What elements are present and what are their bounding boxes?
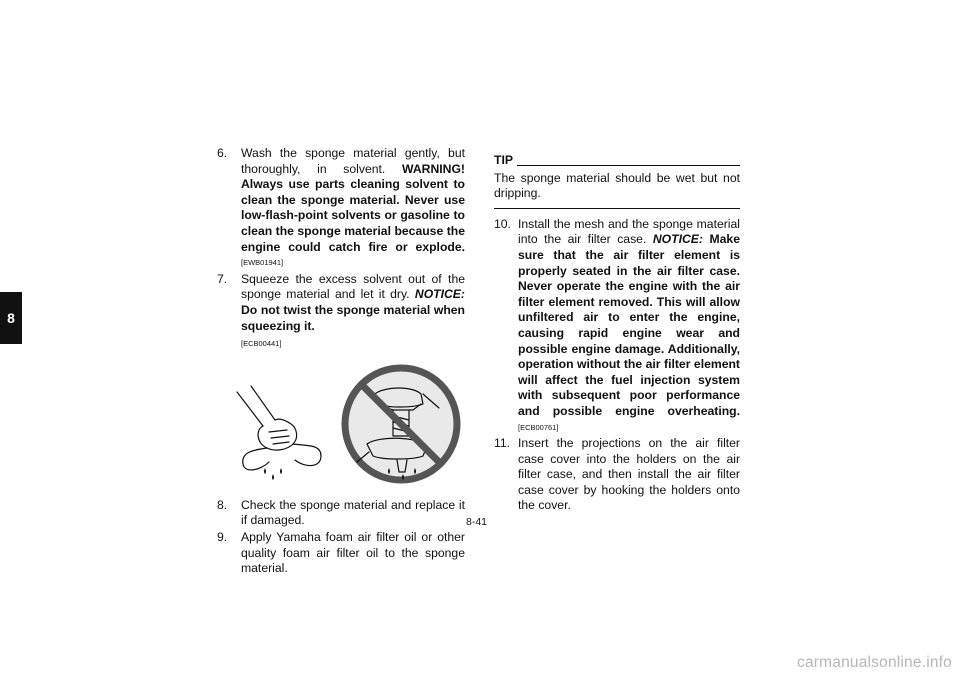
step-6-code: [EWB01941] <box>241 258 284 268</box>
step-10-number: 10. <box>494 216 511 231</box>
right-column <box>494 153 740 515</box>
left-column <box>217 146 465 578</box>
step-11-number: 11. <box>494 436 511 451</box>
step-7-number: 7. <box>217 271 228 286</box>
water-drops <box>264 468 282 480</box>
step-7 <box>217 272 465 352</box>
tip-heading <box>494 153 740 169</box>
squeeze-illustration <box>217 364 465 484</box>
chapter-tab <box>0 292 22 344</box>
step-6-text: Wash the sponge material gently, but thoroughly, in solvent. <box>241 146 465 176</box>
tip-label: TIP <box>494 153 513 167</box>
tip-rule <box>517 165 740 166</box>
step-7-code: [ECB00441] <box>241 339 282 349</box>
tip-text: The sponge material should be wet but not dripping. <box>494 170 740 201</box>
watermark: carmanualsonline.info <box>797 654 952 671</box>
step-6-number: 6. <box>217 146 228 160</box>
step-11 <box>494 436 740 514</box>
step-10-notice-label: NOTICE: <box>652 232 703 247</box>
step-6-warning: WARNING! Always use parts cleaning solvent to clean the sponge material. Never use low-flash-point solvents or gasoline to clean the sponge material because the engine could catch fire or explode. <box>241 161 465 254</box>
step-6 <box>217 146 465 271</box>
step-8 <box>217 498 465 529</box>
step-10-code: [ECB00761] <box>518 422 559 432</box>
chapter-number: 8 <box>7 310 15 326</box>
step-7-notice-label: NOTICE: <box>414 287 465 302</box>
correct-squeeze-drawing <box>237 386 321 470</box>
prohibition-sign <box>345 368 457 480</box>
tip-end-rule <box>494 208 740 209</box>
step-9-text: Apply Yamaha foam air filter oil or other quality foam air filter oil to the sponge material. <box>241 529 465 576</box>
step-9-number: 9. <box>217 529 228 544</box>
step-10-notice: Make sure that the air filter element is properly seated in the air filter case. Never operate the engine with the air filter element removed. This will allow unfiltered air to enter the engine, causing rapid engine wear and possible engine damage. Additionally, operation without the air filter element will affect the fuel injection system with subsequent poor performance and possible engine overheating. <box>518 232 740 418</box>
step-9 <box>217 530 465 577</box>
step-10-text: Install the mesh and the sponge material into the air filter case. <box>518 216 740 247</box>
step-11-text: Insert the projections on the air filter case cover into the holders on the air filter case, and then install the air filter case cover by hooking the holders onto the cover. <box>518 436 740 513</box>
step-8-text: Check the sponge material and replace it if damaged. <box>241 497 465 528</box>
step-10 <box>494 217 740 435</box>
page-number: 8-41 <box>466 516 488 528</box>
squeeze-illustration-svg <box>217 364 465 484</box>
step-7-text: Squeeze the excess solvent out of the sponge material and let it dry. <box>241 271 465 302</box>
step-7-notice: Do not twist the sponge material when squeezing it. <box>241 302 465 333</box>
step-8-number: 8. <box>217 497 228 512</box>
